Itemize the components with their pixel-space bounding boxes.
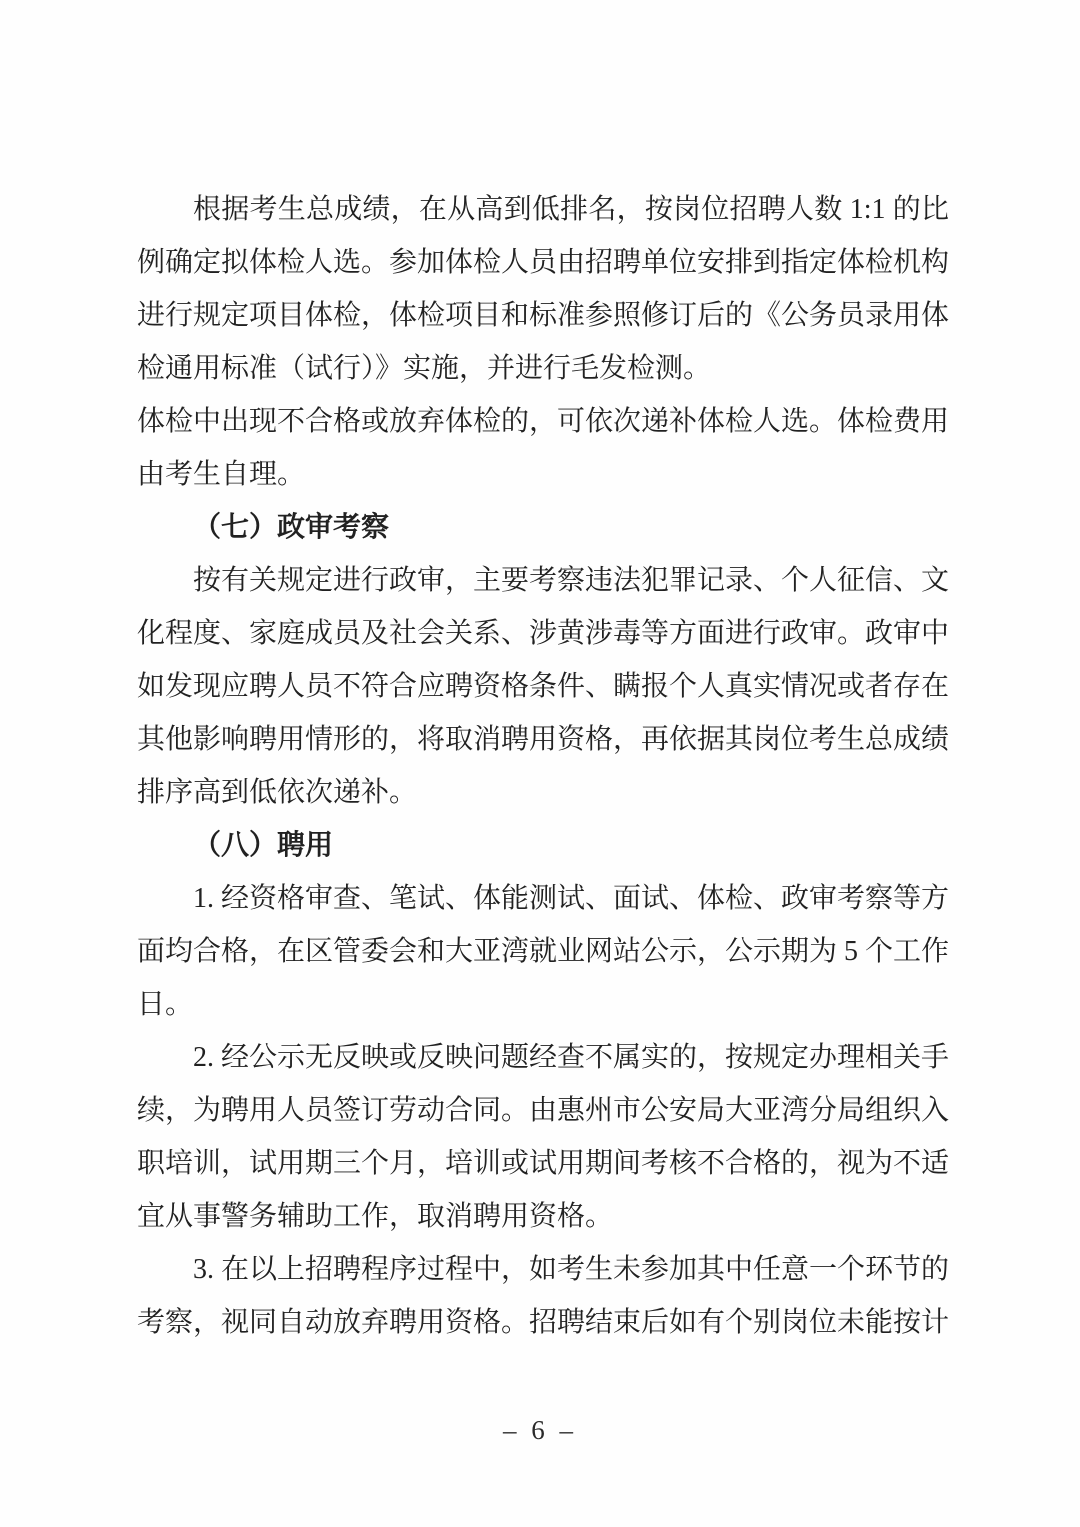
section-heading-political-review: （七）政审考察 (193, 512, 390, 543)
section-heading-employment: （八）聘用 (193, 830, 334, 861)
paragraph-political-review-details: 按有关规定进行政审，主要考察违法犯罪记录、个人征信、文化程度、家庭成员及社会关系、涉黄涉毒等方面进行政审。政审中如发现应聘人员不符合应聘资格条件、瞒报个人真实情况或者存在其他影响聘用情形的，将取消聘用资格，再依据其岗位考生总成绩排序高到低依次递补。 (137, 565, 950, 808)
paragraph-medical-exam-selection: 根据考生总成绩，在从高到低排名，按岗位招聘人数 1:1 的比例确定拟体检人选。参加体检人员由招聘单位安排到指定体检机构进行规定项目体检，体检项目和标准参照修订后的《公务员录用体检通用标准（试行）》实施，并进行毛发检测。 (137, 194, 950, 384)
paragraph-employment-item-2: 2. 经公示无反映或反映问题经查不属实的，按规定办理相关手续，为聘用人员签订劳动合同。由惠州市公安局大亚湾分局组织入职培训，试用期三个月，培训或试用期间考核不合格的，视为不适宜从事警务辅助工作，取消聘用资格。 (137, 1042, 950, 1232)
paragraph-medical-exam-replacement: 体检中出现不合格或放弃体检的，可依次递补体检人选。体检费用由考生自理。 (137, 406, 950, 490)
paragraph-employment-item-3: 3. 在以上招聘程序过程中，如考生未参加其中任意一个环节的考察，视同自动放弃聘用资格。招聘结束后如有个别岗位未能按计 (137, 1254, 950, 1338)
page-number: – 6 – (503, 1415, 577, 1445)
document-body (137, 183, 949, 1349)
paragraph-employment-item-1: 1. 经资格审查、笔试、体能测试、面试、体检、政审考察等方面均合格，在区管委会和大亚湾就业网站公示，公示期为 5 个工作日。 (137, 883, 950, 1020)
